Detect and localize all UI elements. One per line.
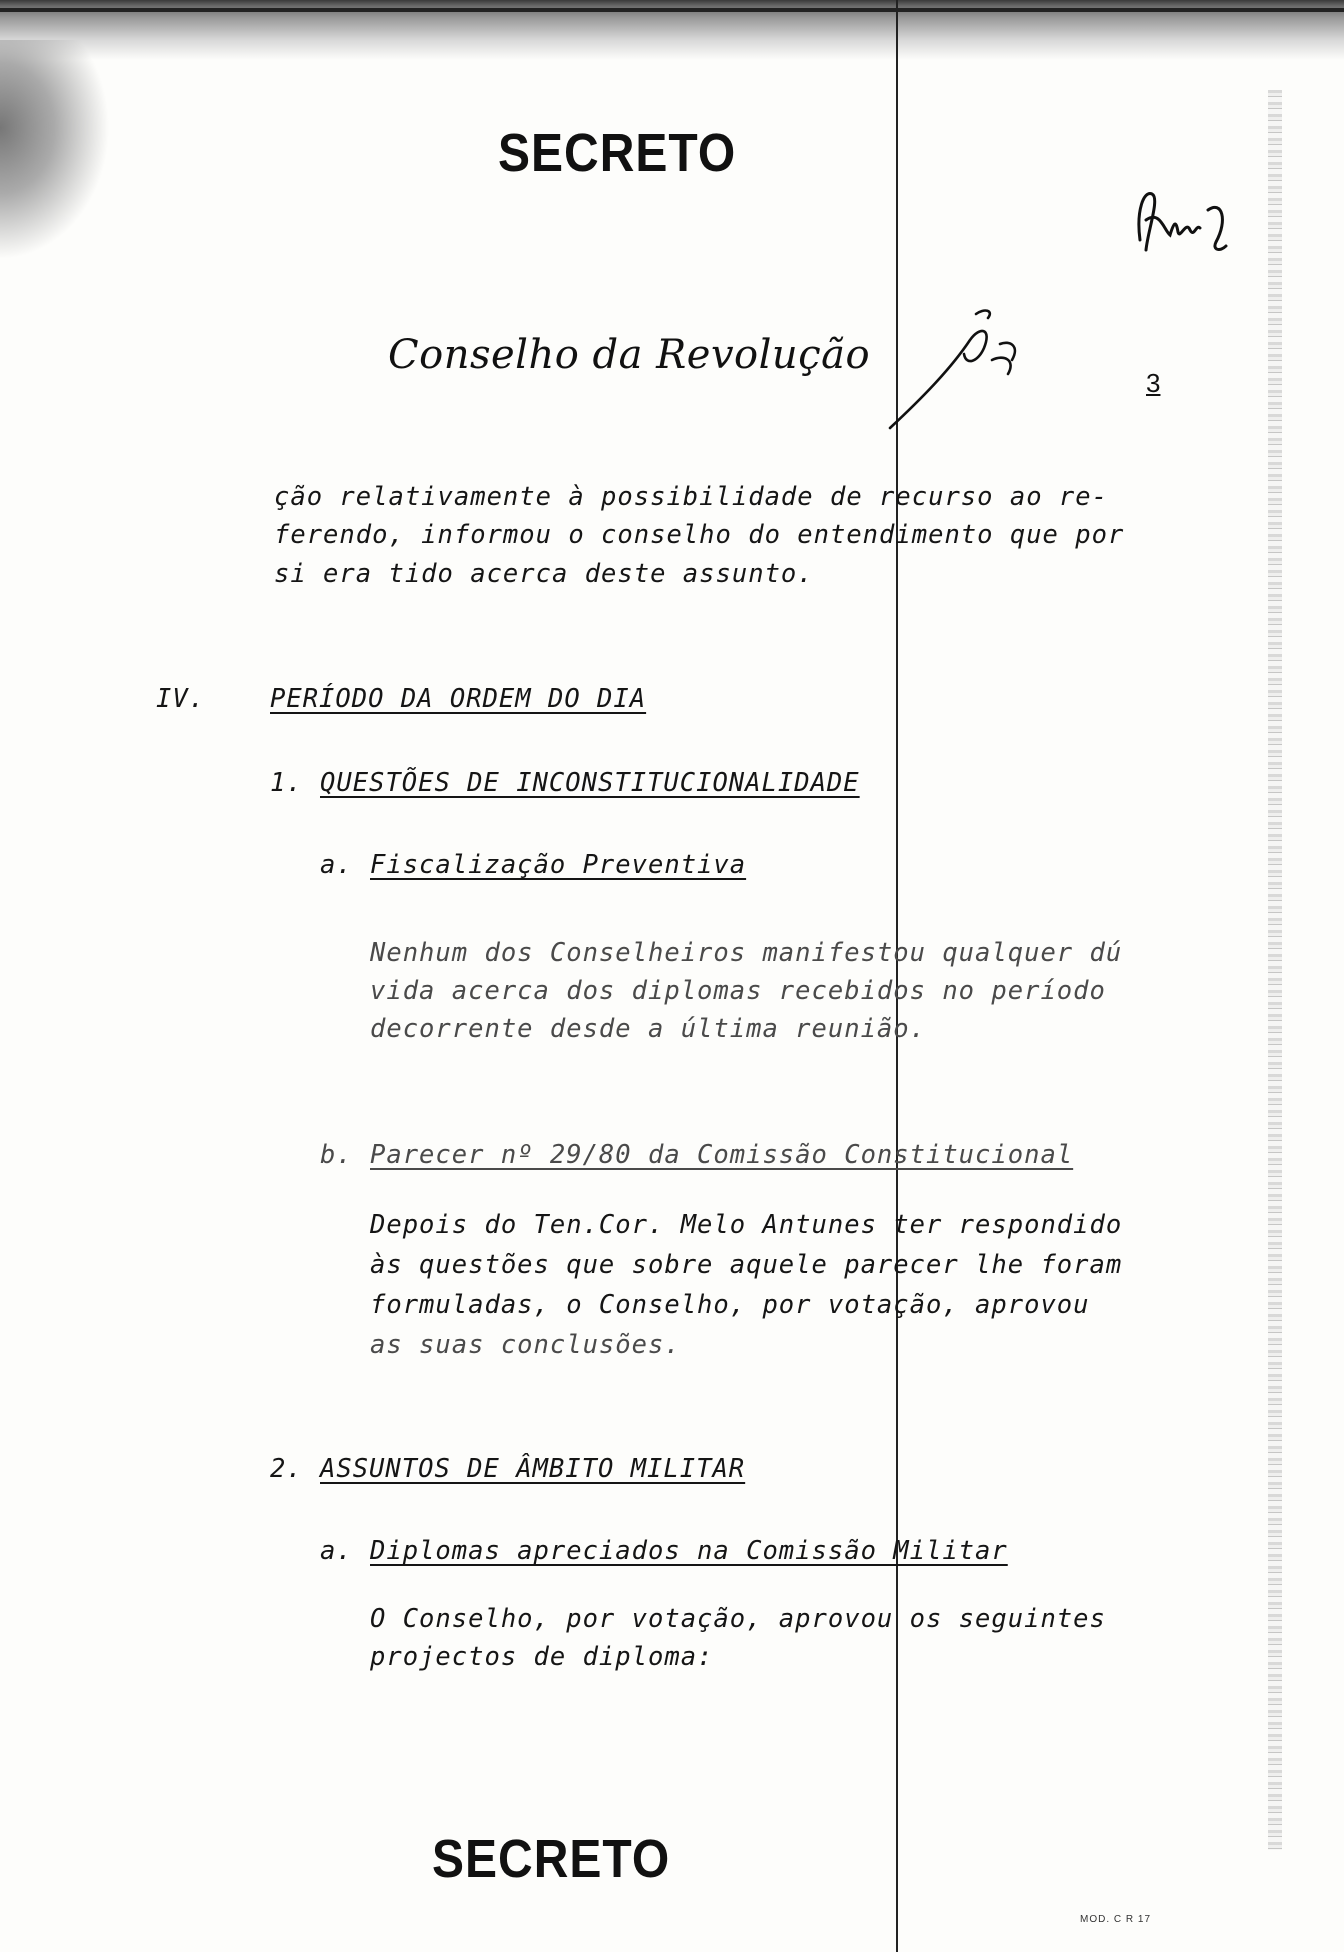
item1-number: 1. [270, 768, 303, 798]
item1-sub-a-line-2: vida acerca dos diplomas recebidos no período [370, 976, 1106, 1006]
item1-sub-b-letter: b. [320, 1140, 353, 1170]
intro-line-1: ção relativamente à possibilidade de recurso ao re- [274, 482, 1108, 512]
form-code: MOD. C R 17 [1080, 1914, 1152, 1925]
item2-sub-a-title: Diplomas apreciados na Comissão Militar [370, 1536, 1008, 1566]
item2-title: ASSUNTOS DE ÂMBITO MILITAR [320, 1454, 746, 1484]
item1-sub-a-letter: a. [320, 850, 353, 880]
scan-top-edge [0, 8, 1344, 12]
signature-mark [880, 300, 1060, 440]
item1-sub-b-line-2: às questões que sobre aquele parecer lhe foram [370, 1250, 1123, 1280]
item1-sub-a-line-1: Nenhum dos Conselheiros manifestou qualquer dú [370, 938, 1123, 968]
handwritten-initials-top [1130, 180, 1240, 270]
item1-title: QUESTÕES DE INCONSTITUCIONALIDADE [320, 768, 860, 798]
item2-number: 2. [270, 1454, 303, 1484]
item2-sub-a-line-2: projectos de diploma: [370, 1642, 714, 1672]
item1-sub-b-line-1: Depois do Ten.Cor. Melo Antunes ter respondido [370, 1210, 1123, 1240]
page-number: 3 [1146, 368, 1161, 398]
secret-stamp-top: SECRETO [498, 123, 737, 184]
letterhead: Conselho da Revolução [388, 332, 871, 378]
item2-sub-a-line-1: O Conselho, por votação, aprovou os seguintes [370, 1604, 1106, 1634]
section-title: PERÍODO DA ORDEM DO DIA [270, 684, 647, 714]
item2-sub-a-letter: a. [320, 1536, 353, 1566]
scan-corner-shadow [0, 40, 110, 260]
item1-sub-a-title: Fiscalização Preventiva [370, 850, 747, 880]
intro-line-3: si era tido acerca deste assunto. [274, 559, 814, 589]
section-number: IV. [156, 684, 206, 714]
intro-line-2: ferendo, informou o conselho do entendimento que por [274, 520, 1125, 550]
item1-sub-b-line-4: as suas conclusões. [370, 1330, 681, 1360]
scan-right-edge [1268, 90, 1282, 1850]
item1-sub-a-line-3: decorrente desde a última reunião. [370, 1014, 926, 1044]
secret-stamp-bottom: SECRETO [432, 1829, 671, 1890]
item1-sub-b-title: Parecer nº 29/80 da Comissão Constitucional [370, 1140, 1074, 1170]
item1-sub-b-line-3: formuladas, o Conselho, por votação, aprovou [370, 1290, 1090, 1320]
